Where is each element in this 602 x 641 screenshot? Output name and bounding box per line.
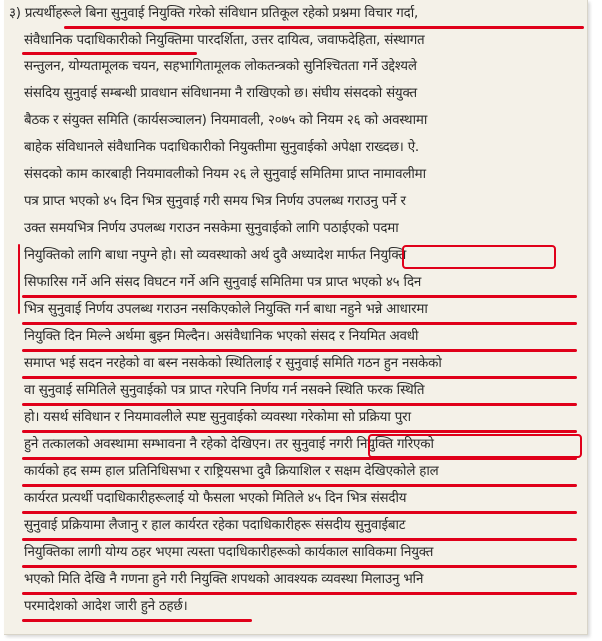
- document-page: [4, 0, 588, 635]
- red-underline: [22, 322, 577, 325]
- line-text: सिफारिस गर्ने अनि संसद विघटन गर्ने अनि सुनुवाई समितिमा पत्र प्राप्त भएको ४५ दिन: [24, 275, 422, 290]
- text-line: [4, 514, 587, 538]
- line-text: संसदको काम कारबाही नियमावलीको नियम २६ ले सुनुवाई समितिमा प्राप्त नामावलीमा: [24, 167, 426, 182]
- red-underline: [22, 619, 252, 622]
- text-line: [4, 82, 587, 106]
- line-text: हो। यसर्थ संविधान र नियमावलीले स्पष्ट सुनुवाईको व्यवस्था गरेकोमा सो प्रक्रिया पुरा: [24, 410, 411, 425]
- text-line: [4, 2, 587, 26]
- line-text: समाप्त भई सदन नरहेको वा बस्न नसकेको स्थितिलाई र सुनुवाई समिति गठन हुन नसकेको: [24, 356, 442, 371]
- line-text: परमादेशको आदेश जारी हुने ठहर्छ।: [24, 599, 188, 614]
- red-ring: [368, 434, 582, 458]
- text-line: [4, 325, 587, 349]
- line-text: पत्र प्राप्त भएको ४५ दिन भित्र सुनुवाई गरी समय भित्र निर्णय उपलब्ध गराउनु पर्ने र: [24, 194, 406, 209]
- text-line: [4, 406, 587, 430]
- red-underline: [22, 295, 577, 298]
- line-text: नियुक्तिका लागी योग्य ठहर भएमा त्यस्ता पदाधिकारीहरूको कार्यकाल साविकमा नियुक्त: [24, 545, 434, 560]
- line-text: भित्र सुनुवाई निर्णय उपलब्ध गराउन नसकिएकोले नियुक्ति गर्न बाधा नहुने भन्ने आधारमा: [24, 302, 428, 317]
- line-text: वा सुनुवाई समितिले सुनुवाईको पत्र प्राप्त गरेपनि निर्णय गर्न नसक्ने स्थिति फरक स्थिति: [24, 383, 425, 398]
- red-underline: [22, 430, 577, 433]
- red-underline: [22, 511, 577, 514]
- line-text: नियुक्ति दिन मिल्ने अर्थमा बुझ्न मिल्दैन। असंवैधानिक भएको संसद र नियमित अवधी: [24, 329, 419, 344]
- red-underline: [22, 52, 197, 55]
- red-underline: [22, 349, 577, 352]
- red-underline: [22, 403, 577, 406]
- text-line: [4, 541, 587, 565]
- line-text: संसदिय सुनुवाई सम्बन्धी प्रावधान संविधानमा नै राखिएको छ। संघीय संसदको संयुक्त: [24, 86, 417, 101]
- line-text: कार्यको हद सम्म हाल प्रतिनिधिसभा र राष्ट्रियसभा दुवै क्रियाशिल र सक्षम देखिएकोले हाल: [24, 464, 439, 479]
- text-line: [4, 460, 587, 484]
- text-line: [4, 595, 587, 619]
- line-text: बाहेक संविधानले संवैधानिक पदाधिकारीको नियुक्तीमा सुनुवाईको अपेक्षा राख्दछ। ऐ.: [24, 140, 419, 155]
- line-text: ३) प्रत्यर्थीहरूले बिना सुनुवाई नियुक्ति गरेको संविधान प्रतिकूल रहेको प्रश्नमा विचार गर्दा,: [9, 6, 419, 21]
- line-text: सुनुवाई प्रक्रियामा लैजानु र हाल कार्यरत रहेका पदाधिकारीहरू संसदीय सुनुवाईबाट: [24, 518, 406, 533]
- text-line: [4, 190, 587, 214]
- text-line: [4, 379, 587, 403]
- text-line: [4, 55, 587, 79]
- margin-mark: [18, 244, 20, 314]
- text-line: [4, 271, 587, 295]
- text-line: [4, 352, 587, 376]
- red-ring: [402, 245, 556, 269]
- line-text: बैठक र संयुक्त समिति (कार्यसञ्चालन) नियमावली, २०७५ को नियम २६ को अवस्थामा: [24, 113, 428, 128]
- line-text: संवैधानिक पदाधिकारीको नियुक्तिमा पारदर्शिता, उत्तर दायित्व, जवाफदेहिता, संस्थागत: [24, 33, 425, 48]
- text-line: [4, 217, 587, 241]
- text-line: [4, 29, 587, 53]
- red-underline: [22, 592, 577, 595]
- line-text: सन्तुलन, योग्यतामूलक चयन, सहभागितामूलक लोकतन्त्रको सुनिश्चितता गर्ने उद्देश्यले: [24, 59, 417, 74]
- line-text: कार्यरत प्रत्यर्थी पदाधिकारीहरूलाई यो फैसला भएको मितिले ४५ दिन भित्र संसदीय: [24, 491, 407, 506]
- red-underline: [22, 376, 577, 379]
- red-underline: [22, 484, 577, 487]
- line-text: उक्त समयभित्र निर्णय उपलब्ध गराउन नसकेमा सुनुवाईको लागि पठाईएको पदमा: [24, 221, 399, 236]
- red-underline: [22, 538, 577, 541]
- line-text: भएको मिति देखि नै गणना हुने गरी नियुक्ति शपथको आवश्यक व्यवस्था मिलाउनु भनि: [24, 572, 424, 587]
- line-text: नियुक्तिको लागि बाधा नपुग्ने हो। सो व्यवस्थाको अर्थ दुवै अध्यादेश मार्फत नियुक्ति: [24, 248, 407, 263]
- red-underline: [22, 565, 577, 568]
- text-line: [4, 109, 587, 133]
- text-line: [4, 298, 587, 322]
- text-line: [4, 568, 587, 592]
- red-underline: [64, 26, 584, 29]
- text-line: [4, 487, 587, 511]
- text-line: [4, 163, 587, 187]
- line-text: हुने तत्कालको अवस्थामा सम्भावना नै रहेको देखिएन। तर सुनुवाई नगरी नियुक्ति गरिएको: [24, 437, 434, 452]
- text-line: [4, 136, 587, 160]
